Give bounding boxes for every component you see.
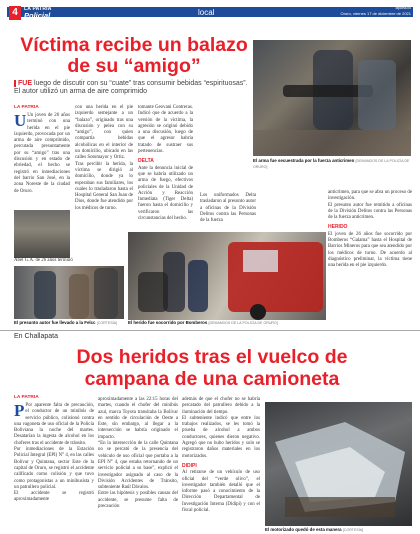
deck-text: luego de discutir con su “cuate” tras consumir bebidas “espirituosas”. El autor utilizó un arma de aire comprimido — [14, 80, 248, 96]
story1-photo-suspect — [14, 266, 124, 319]
story1-deck — [14, 80, 254, 97]
story1-photo-gun — [253, 40, 411, 156]
story2-col3-text: además de que el chofer no se habría percatado del patrullero debido a la iluminación del tiempo. El subteniente indicó que entre los trabajos realizados, se les tomó la prueba de alcohol a ambos conductores, quienes dieron negativo. Agregó que no hubo heridos y solo se registraron daños materiales en los motorizados. — [182, 397, 260, 459]
story2-caption-credit: [CORTESÍA] — [342, 528, 364, 532]
story2-caption — [265, 527, 412, 533]
dropcap: U — [14, 111, 27, 130]
story1-caption-right — [253, 158, 411, 170]
story2-col3b-text: Al retirarse de un vehículo de uso oficial del “verde olivo”, el investigador también detalló que el informe pasó a conocimiento de la Dirección Departamental de Investigación Interna (Didipi) y con el fiscal policial. — [182, 470, 260, 514]
page-number: 4 — [12, 7, 18, 18]
story1-col5b-text: El joven de 26 años fue socorrido por Bomberos “Galama” hasta el Hospital de Barrios Mineros para que sea atendido por los médicos de turno. De acuerdo al diagnóstico preliminar, la víctima tiene una herida en el pie izquierdo. — [328, 231, 412, 269]
story1-col4: Los uniformados Delta trasladaron al presunto autor a oficinas de la División Delitos contra las Personas de la fuerza — [200, 193, 256, 224]
ambulance-photo-art — [128, 232, 326, 320]
section-title: local — [198, 8, 215, 17]
story2-photo-wreck — [265, 402, 412, 526]
dateline: Oruro, viernes 17 de diciembre de 2021 — [340, 11, 411, 16]
caption-bm-text: El herido fue socorrido por Bomberos — [128, 320, 208, 325]
story1-col1-text: Un joven de 26 años terminó con una herida en el pie izquierdo, provocada por un arma de aire comprimido, percutada presuntamente por su “amigo” tras una discusión y en estado de ebriedad, el hecho se registró en inmediaciones del barrio San José, en la zona Noreste de la ciudad de Oruro. — [14, 113, 70, 194]
suspect-photo-art — [14, 266, 124, 319]
deck-lead: FUE — [14, 80, 32, 87]
story2-col1-text: Por aparente falta de precaución, el conductor de un minibús de servicio público, colisionó contra una vagoneta de uso oficial de la Policía Boliviana la noche del martes. Desatarían la ingesta de alcohol en los choferes tras el accidente de tránsito. Por inmediaciones de la Estación Policial Integral (EPI) N° 4, en las calles Bolívar y Quintana, sector Este de la capital de Oruro, se registró el accidente calificado como colisión y que tuvo como protagonistas a un minibusista y un patrullero policial. El accidente se registró aproximadamente — [14, 403, 94, 503]
story2-headline-line1: Dos heridos tras el vuelco de — [76, 346, 348, 368]
section-label: En Challapata — [14, 333, 58, 340]
story1-byline: LA PATRIA — [14, 105, 39, 110]
story1-caption-bottom-mid — [128, 320, 328, 326]
story2-byline: LA PATRIA — [14, 395, 39, 400]
story2-subhead-didipi: DIDIPI — [182, 462, 197, 469]
story1-col5-text: anticrimen, para que se abra un proceso de investigación. El presunto autor fue remitido a oficinas de la División Delitos contra las Personas de la fuerza anticrimen. — [328, 190, 412, 221]
story1-subhead-herido: HERIDO — [328, 224, 348, 231]
caption-bl-credit: [CORTESÍA] — [96, 321, 118, 325]
header-top-label: lapatria.bo — [395, 6, 411, 10]
caption-bm-credit: [DEMANDOS DE LA POLICÍA DE ORURO] — [208, 321, 278, 325]
story1-headline-line1: Víctima recibe un balazo — [20, 34, 248, 56]
caption-right-credit: [DEMANDOS DE LA POLICÍA DE ORURO] — [253, 159, 410, 169]
story1-col3b-text: Ante la denuncia inicial de que se habría utilizado un arma de fuego, efectivos policiales de la Unidad de Acción y Reacción Inmediata (Tiger Delta) fueron hasta el domicilio y verificaron las circunstancias del hecho. — [138, 165, 193, 222]
story1-caption-bottom-left — [14, 320, 126, 326]
logo-line2: Policial — [24, 11, 51, 20]
section-divider — [0, 330, 420, 331]
story2-caption-text: El motorizado quedó de esta manera — [265, 527, 342, 532]
story2-col3 — [182, 397, 260, 533]
story2-col1 — [14, 403, 94, 533]
caption-right-text: El arma fue secuestrada por la fuerza anticrimen — [253, 158, 355, 163]
story2-headline-line2: campana de una camioneta — [84, 368, 340, 390]
story1-headline-line2: de su “amigo” — [67, 55, 201, 77]
story1-col2: con una herida en el pie izquierdo semejante a un “balazo”, originado tras una discusión y pelea con su “amigo”, con quien compartía bebidas alcohólicas en el interior de un domicilio, ubicado en las calles Sotomayor y Ortiz. Tras percibir la herida, la víctima se dirigió al domicilio, donde ya lo esperaban sus familiares, los cuales lo trasladaron hasta el Hospital General San Juan de Dios, donde fue atendido por los médicos de turno. — [75, 105, 133, 211]
story1-subhead-delta: DELTA — [138, 158, 154, 165]
story2-col2: aproximadamente a las 22:15 horas del martes, cuando el chofer del minibús azul, marca Toyota transitaba la Bolívar en sentido de circulación de Oeste a Este, sin embargo, al llegar a la intersección se habría originado el impacto. “En la intersección de la calle Quintana no se percató de la presencia del vehículo de uso oficial que portaba a la EPI N° 4, que estaba retornando de un servicio policial a su base”, explicó el investigador asignado al caso de la División Accidentes de Tránsito, subteniente Raúl Dávalos. Entre las hipótesis y posibles causas del accidente, se presume falta de precaución — [98, 397, 178, 510]
dropcap-p: P — [14, 401, 25, 420]
caption-bl-text: El presunto autor fue llevado a la Felcc — [14, 320, 96, 325]
logo-line1: LA PATRIA — [24, 6, 52, 12]
story1-photo-bottom-left-top — [14, 210, 70, 258]
wreck-photo-art — [265, 402, 412, 526]
gun-photo-art — [253, 40, 411, 156]
story1-col5 — [328, 190, 412, 318]
story1-col1-end: Abel G.A. de 26 años terminó — [14, 258, 73, 263]
story1-photo-firefighters — [128, 232, 326, 320]
story1-col3 — [138, 105, 194, 222]
story1-col3-text: tomante Geovani Contreras. Indicó que de acuerdo a la versión de la víctima, la agresión se originó debido a una discusión, luego de que el agresor habría tratado de sustraer sus pertenencias. — [138, 105, 194, 155]
